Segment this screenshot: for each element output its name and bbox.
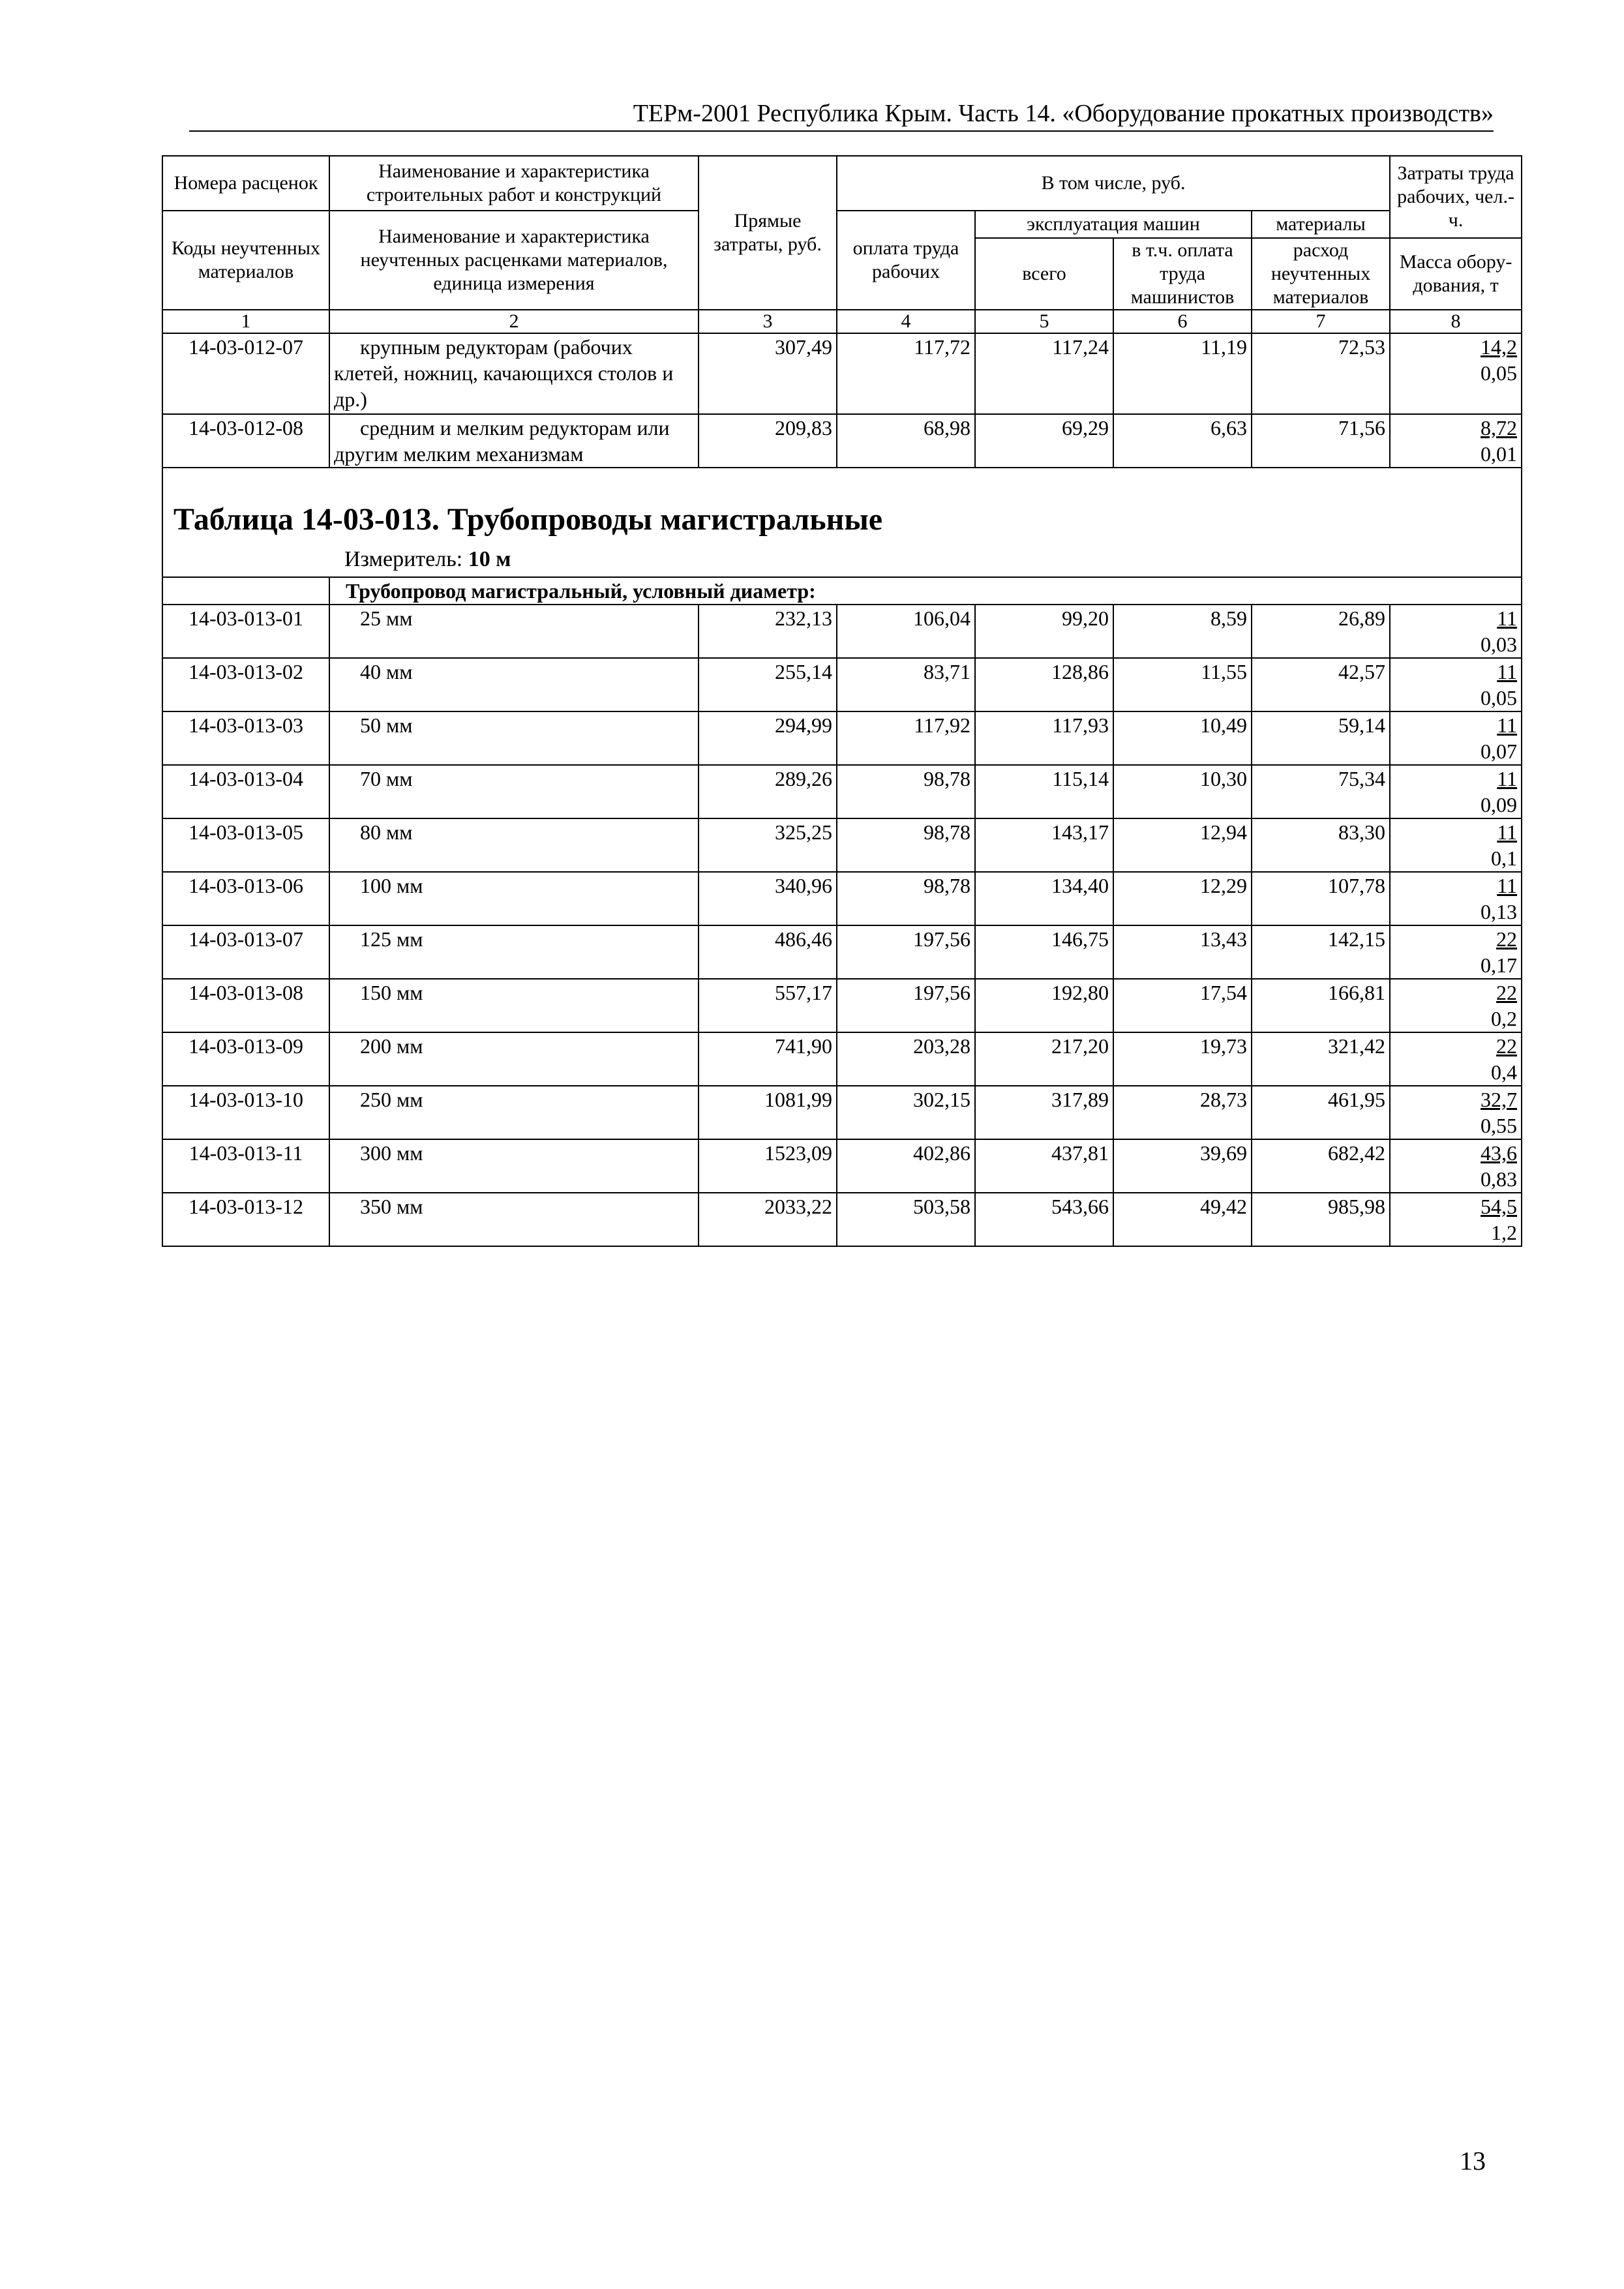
table-row (162, 658, 1522, 711)
col3-header: Прямые затраты, руб. (699, 156, 837, 310)
machinists-cost: 19,73 (1113, 1032, 1252, 1086)
labor-cost: 503,58 (837, 1193, 975, 1246)
direct-cost: 289,26 (699, 765, 837, 818)
machines-total: 192,80 (975, 979, 1113, 1032)
rate-name-text: средним и мелким редукторам или другим мелким механизмам (334, 416, 670, 466)
col2-bottom-header: Наименование и характеристика неучтенных расценками материалов, единица измерения (329, 211, 699, 310)
machines-total: 217,20 (975, 1032, 1113, 1086)
including-header: В том числе, руб. (837, 156, 1390, 211)
rate-name (329, 1032, 699, 1086)
direct-cost: 486,46 (699, 925, 837, 979)
equipment-mass: 0,03 (1481, 633, 1518, 656)
rate-code: 14-03-013-02 (162, 658, 329, 711)
rates-table (162, 155, 1522, 1247)
rate-code: 14-03-013-05 (162, 818, 329, 872)
machinists-cost: 17,54 (1113, 979, 1252, 1032)
direct-cost: 2033,22 (699, 1193, 837, 1246)
table-row (162, 979, 1522, 1032)
machinists-cost: 12,94 (1113, 818, 1252, 872)
table-title: Таблица 14-03-013. Трубопроводы магистральные (173, 502, 883, 537)
labor-mass-cell (1390, 658, 1522, 711)
labor-hours: 11 (1497, 606, 1518, 630)
labor-mass-cell (1390, 605, 1522, 658)
labor-hours: 8,72 (1481, 416, 1518, 440)
labor-cost: 197,56 (837, 925, 975, 979)
column-number: 2 (329, 310, 699, 333)
table-row (162, 872, 1522, 925)
rate-name-text: 70 мм (360, 767, 413, 790)
direct-cost: 340,96 (699, 872, 837, 925)
labor-hours: 11 (1497, 660, 1518, 683)
materials-cost: 985,98 (1252, 1193, 1390, 1246)
rate-name (329, 414, 699, 468)
table-row (162, 414, 1522, 468)
equipment-mass: 0,07 (1481, 740, 1518, 763)
rate-name (329, 1139, 699, 1193)
labor-cost: 106,04 (837, 605, 975, 658)
direct-cost: 232,13 (699, 605, 837, 658)
equipment-mass: 0,83 (1481, 1167, 1518, 1191)
labor-hours: 22 (1496, 927, 1518, 951)
rate-code: 14-03-013-07 (162, 925, 329, 979)
labor-hours: 32,7 (1481, 1088, 1518, 1111)
table-row (162, 333, 1522, 414)
rate-name (329, 1086, 699, 1139)
measure-label: Измеритель: (344, 547, 463, 571)
section-spacer (162, 577, 329, 605)
col8-bottom-header: Масса обору-дования, т (1390, 238, 1522, 310)
table-row (162, 711, 1522, 765)
rate-code: 14-03-013-10 (162, 1086, 329, 1139)
materials-cost: 142,15 (1252, 925, 1390, 979)
materials-cost: 166,81 (1252, 979, 1390, 1032)
rate-code: 14-03-013-06 (162, 872, 329, 925)
table-title-row (162, 468, 1522, 577)
column-number: 4 (837, 310, 975, 333)
equipment-mass: 0,17 (1481, 953, 1518, 977)
rate-code: 14-03-013-01 (162, 605, 329, 658)
header-rule (189, 130, 1494, 132)
machines-total: 437,81 (975, 1139, 1113, 1193)
direct-cost: 741,90 (699, 1032, 837, 1086)
direct-cost: 325,25 (699, 818, 837, 872)
materials-cost: 83,30 (1252, 818, 1390, 872)
rate-name (329, 1193, 699, 1246)
direct-cost: 557,17 (699, 979, 837, 1032)
rate-code: 14-03-013-12 (162, 1193, 329, 1246)
column-number: 1 (162, 310, 329, 333)
table-row (162, 1032, 1522, 1086)
col2-top-header: Наименование и характеристика строительных работ и конструкций (329, 156, 699, 211)
labor-mass-cell (1390, 1139, 1522, 1193)
labor-mass-cell (1390, 979, 1522, 1032)
rate-name-text: 350 мм (360, 1195, 423, 1218)
rate-name (329, 979, 699, 1032)
labor-hours: 11 (1497, 874, 1518, 897)
labor-cost: 197,56 (837, 979, 975, 1032)
equipment-mass: 0,2 (1491, 1007, 1518, 1030)
rate-name-text: 40 мм (360, 660, 413, 683)
machinists-cost: 11,19 (1113, 333, 1252, 414)
header-row-2 (162, 211, 1522, 238)
machines-total: 143,17 (975, 818, 1113, 872)
col1-bottom-header: Коды неучтенных материалов (162, 211, 329, 310)
direct-cost: 209,83 (699, 414, 837, 468)
column-number: 8 (1390, 310, 1522, 333)
table-row (162, 765, 1522, 818)
table-row (162, 1193, 1522, 1246)
labor-cost: 117,72 (837, 333, 975, 414)
direct-cost: 1523,09 (699, 1139, 837, 1193)
machinists-cost: 11,55 (1113, 658, 1252, 711)
rate-name-text: 200 мм (360, 1034, 423, 1058)
labor-cost: 402,86 (837, 1139, 975, 1193)
section-title: Трубопровод магистральный, условный диаметр: (329, 577, 1522, 605)
labor-hours: 11 (1497, 767, 1518, 790)
materials-cost: 75,34 (1252, 765, 1390, 818)
equipment-mass: 0,55 (1481, 1114, 1518, 1137)
labor-cost: 68,98 (837, 414, 975, 468)
measure-line (173, 545, 1511, 574)
rate-name-text: 25 мм (360, 606, 413, 630)
materials-cost: 72,53 (1252, 333, 1390, 414)
page-header: ТЕРм-2001 Республика Крым. Часть 14. «Оборудование прокатных производств» (633, 100, 1494, 127)
machinists-cost: 10,49 (1113, 711, 1252, 765)
col5-header: всего (975, 238, 1113, 310)
labor-cost: 83,71 (837, 658, 975, 711)
labor-hours: 14,2 (1481, 335, 1518, 359)
rate-name (329, 658, 699, 711)
rate-code: 14-03-013-09 (162, 1032, 329, 1086)
rate-name (329, 765, 699, 818)
materials-header: материалы (1252, 211, 1390, 238)
section-row (162, 577, 1522, 605)
rate-name-text: 80 мм (360, 820, 413, 844)
materials-cost: 107,78 (1252, 872, 1390, 925)
rate-code: 14-03-013-03 (162, 711, 329, 765)
labor-cost: 98,78 (837, 872, 975, 925)
labor-mass-cell (1390, 333, 1522, 414)
labor-cost: 117,92 (837, 711, 975, 765)
machines-total: 543,66 (975, 1193, 1113, 1246)
rate-name-text: 100 мм (360, 874, 423, 897)
direct-cost: 1081,99 (699, 1086, 837, 1139)
labor-mass-cell (1390, 1032, 1522, 1086)
materials-cost: 26,89 (1252, 605, 1390, 658)
machinists-cost: 49,42 (1113, 1193, 1252, 1246)
col8-top-header: Затраты труда рабочих, чел.-ч. (1390, 156, 1522, 238)
machinists-cost: 12,29 (1113, 872, 1252, 925)
rate-name-text: 50 мм (360, 713, 413, 737)
labor-cost: 302,15 (837, 1086, 975, 1139)
equipment-mass: 1,2 (1491, 1221, 1518, 1244)
rate-name-text: крупным редукторам (рабочих клетей, ножниц, качающихся столов и др.) (334, 335, 674, 411)
rate-code: 14-03-013-08 (162, 979, 329, 1032)
equipment-mass: 0,05 (1481, 361, 1518, 385)
equipment-mass: 0,09 (1481, 793, 1518, 816)
rate-code: 14-03-013-04 (162, 765, 329, 818)
table-title-cell (162, 468, 1522, 577)
equipment-mass: 0,01 (1481, 442, 1518, 466)
labor-cost: 203,28 (837, 1032, 975, 1086)
materials-cost: 682,42 (1252, 1139, 1390, 1193)
table-row (162, 925, 1522, 979)
rate-name (329, 925, 699, 979)
labor-mass-cell (1390, 765, 1522, 818)
rate-name-text: 125 мм (360, 927, 423, 951)
machines-total: 115,14 (975, 765, 1113, 818)
labor-hours: 11 (1497, 820, 1518, 844)
labor-hours: 22 (1496, 981, 1518, 1004)
equipment-mass: 0,13 (1481, 900, 1518, 923)
labor-mass-cell (1390, 925, 1522, 979)
table-row (162, 1139, 1522, 1193)
rate-name (329, 711, 699, 765)
machines-total: 99,20 (975, 605, 1113, 658)
machines-header: эксплуатация машин (975, 211, 1252, 238)
column-numbers-row (162, 310, 1522, 333)
machinists-cost: 39,69 (1113, 1139, 1252, 1193)
rate-code: 14-03-013-11 (162, 1139, 329, 1193)
col4-header: оплата труда рабочих (837, 211, 975, 310)
labor-cost: 98,78 (837, 765, 975, 818)
machines-total: 146,75 (975, 925, 1113, 979)
table-row (162, 1086, 1522, 1139)
table-row (162, 818, 1522, 872)
rate-name (329, 333, 699, 414)
machines-total: 317,89 (975, 1086, 1113, 1139)
machinists-cost: 13,43 (1113, 925, 1252, 979)
header-row-1 (162, 156, 1522, 211)
rate-name-text: 250 мм (360, 1088, 423, 1111)
materials-cost: 42,57 (1252, 658, 1390, 711)
materials-cost: 321,42 (1252, 1032, 1390, 1086)
machines-total: 117,93 (975, 711, 1113, 765)
labor-hours: 22 (1496, 1034, 1518, 1058)
labor-hours: 54,5 (1481, 1195, 1518, 1218)
col1-top-header: Номера расценок (162, 156, 329, 211)
column-number: 3 (699, 310, 837, 333)
rate-name (329, 872, 699, 925)
rate-code: 14-03-012-08 (162, 414, 329, 468)
labor-mass-cell (1390, 818, 1522, 872)
equipment-mass: 0,1 (1491, 846, 1518, 870)
rate-name (329, 818, 699, 872)
labor-mass-cell (1390, 414, 1522, 468)
col6-header: в т.ч. оплата труда машинистов (1113, 238, 1252, 310)
page-number: 13 (1460, 2146, 1486, 2176)
rate-name-text: 300 мм (360, 1141, 423, 1165)
column-number: 5 (975, 310, 1113, 333)
labor-cost: 98,78 (837, 818, 975, 872)
col7-header: расход неучтенных материалов (1252, 238, 1390, 310)
labor-hours: 11 (1497, 713, 1518, 737)
equipment-mass: 0,05 (1481, 686, 1518, 710)
table-row (162, 605, 1522, 658)
machines-total: 128,86 (975, 658, 1113, 711)
column-number: 6 (1113, 310, 1252, 333)
direct-cost: 307,49 (699, 333, 837, 414)
rate-name-text: 150 мм (360, 981, 423, 1004)
rate-code: 14-03-012-07 (162, 333, 329, 414)
machines-total: 117,24 (975, 333, 1113, 414)
machines-total: 69,29 (975, 414, 1113, 468)
machinists-cost: 6,63 (1113, 414, 1252, 468)
materials-cost: 59,14 (1252, 711, 1390, 765)
labor-hours: 43,6 (1481, 1141, 1518, 1165)
materials-cost: 461,95 (1252, 1086, 1390, 1139)
measure-value: 10 м (468, 547, 511, 571)
machinists-cost: 8,59 (1113, 605, 1252, 658)
equipment-mass: 0,4 (1491, 1060, 1518, 1084)
machines-total: 134,40 (975, 872, 1113, 925)
machinists-cost: 28,73 (1113, 1086, 1252, 1139)
labor-mass-cell (1390, 1086, 1522, 1139)
labor-mass-cell (1390, 1193, 1522, 1246)
rate-name (329, 605, 699, 658)
direct-cost: 294,99 (699, 711, 837, 765)
labor-mass-cell (1390, 711, 1522, 765)
labor-mass-cell (1390, 872, 1522, 925)
direct-cost: 255,14 (699, 658, 837, 711)
machinists-cost: 10,30 (1113, 765, 1252, 818)
materials-cost: 71,56 (1252, 414, 1390, 468)
column-number: 7 (1252, 310, 1390, 333)
